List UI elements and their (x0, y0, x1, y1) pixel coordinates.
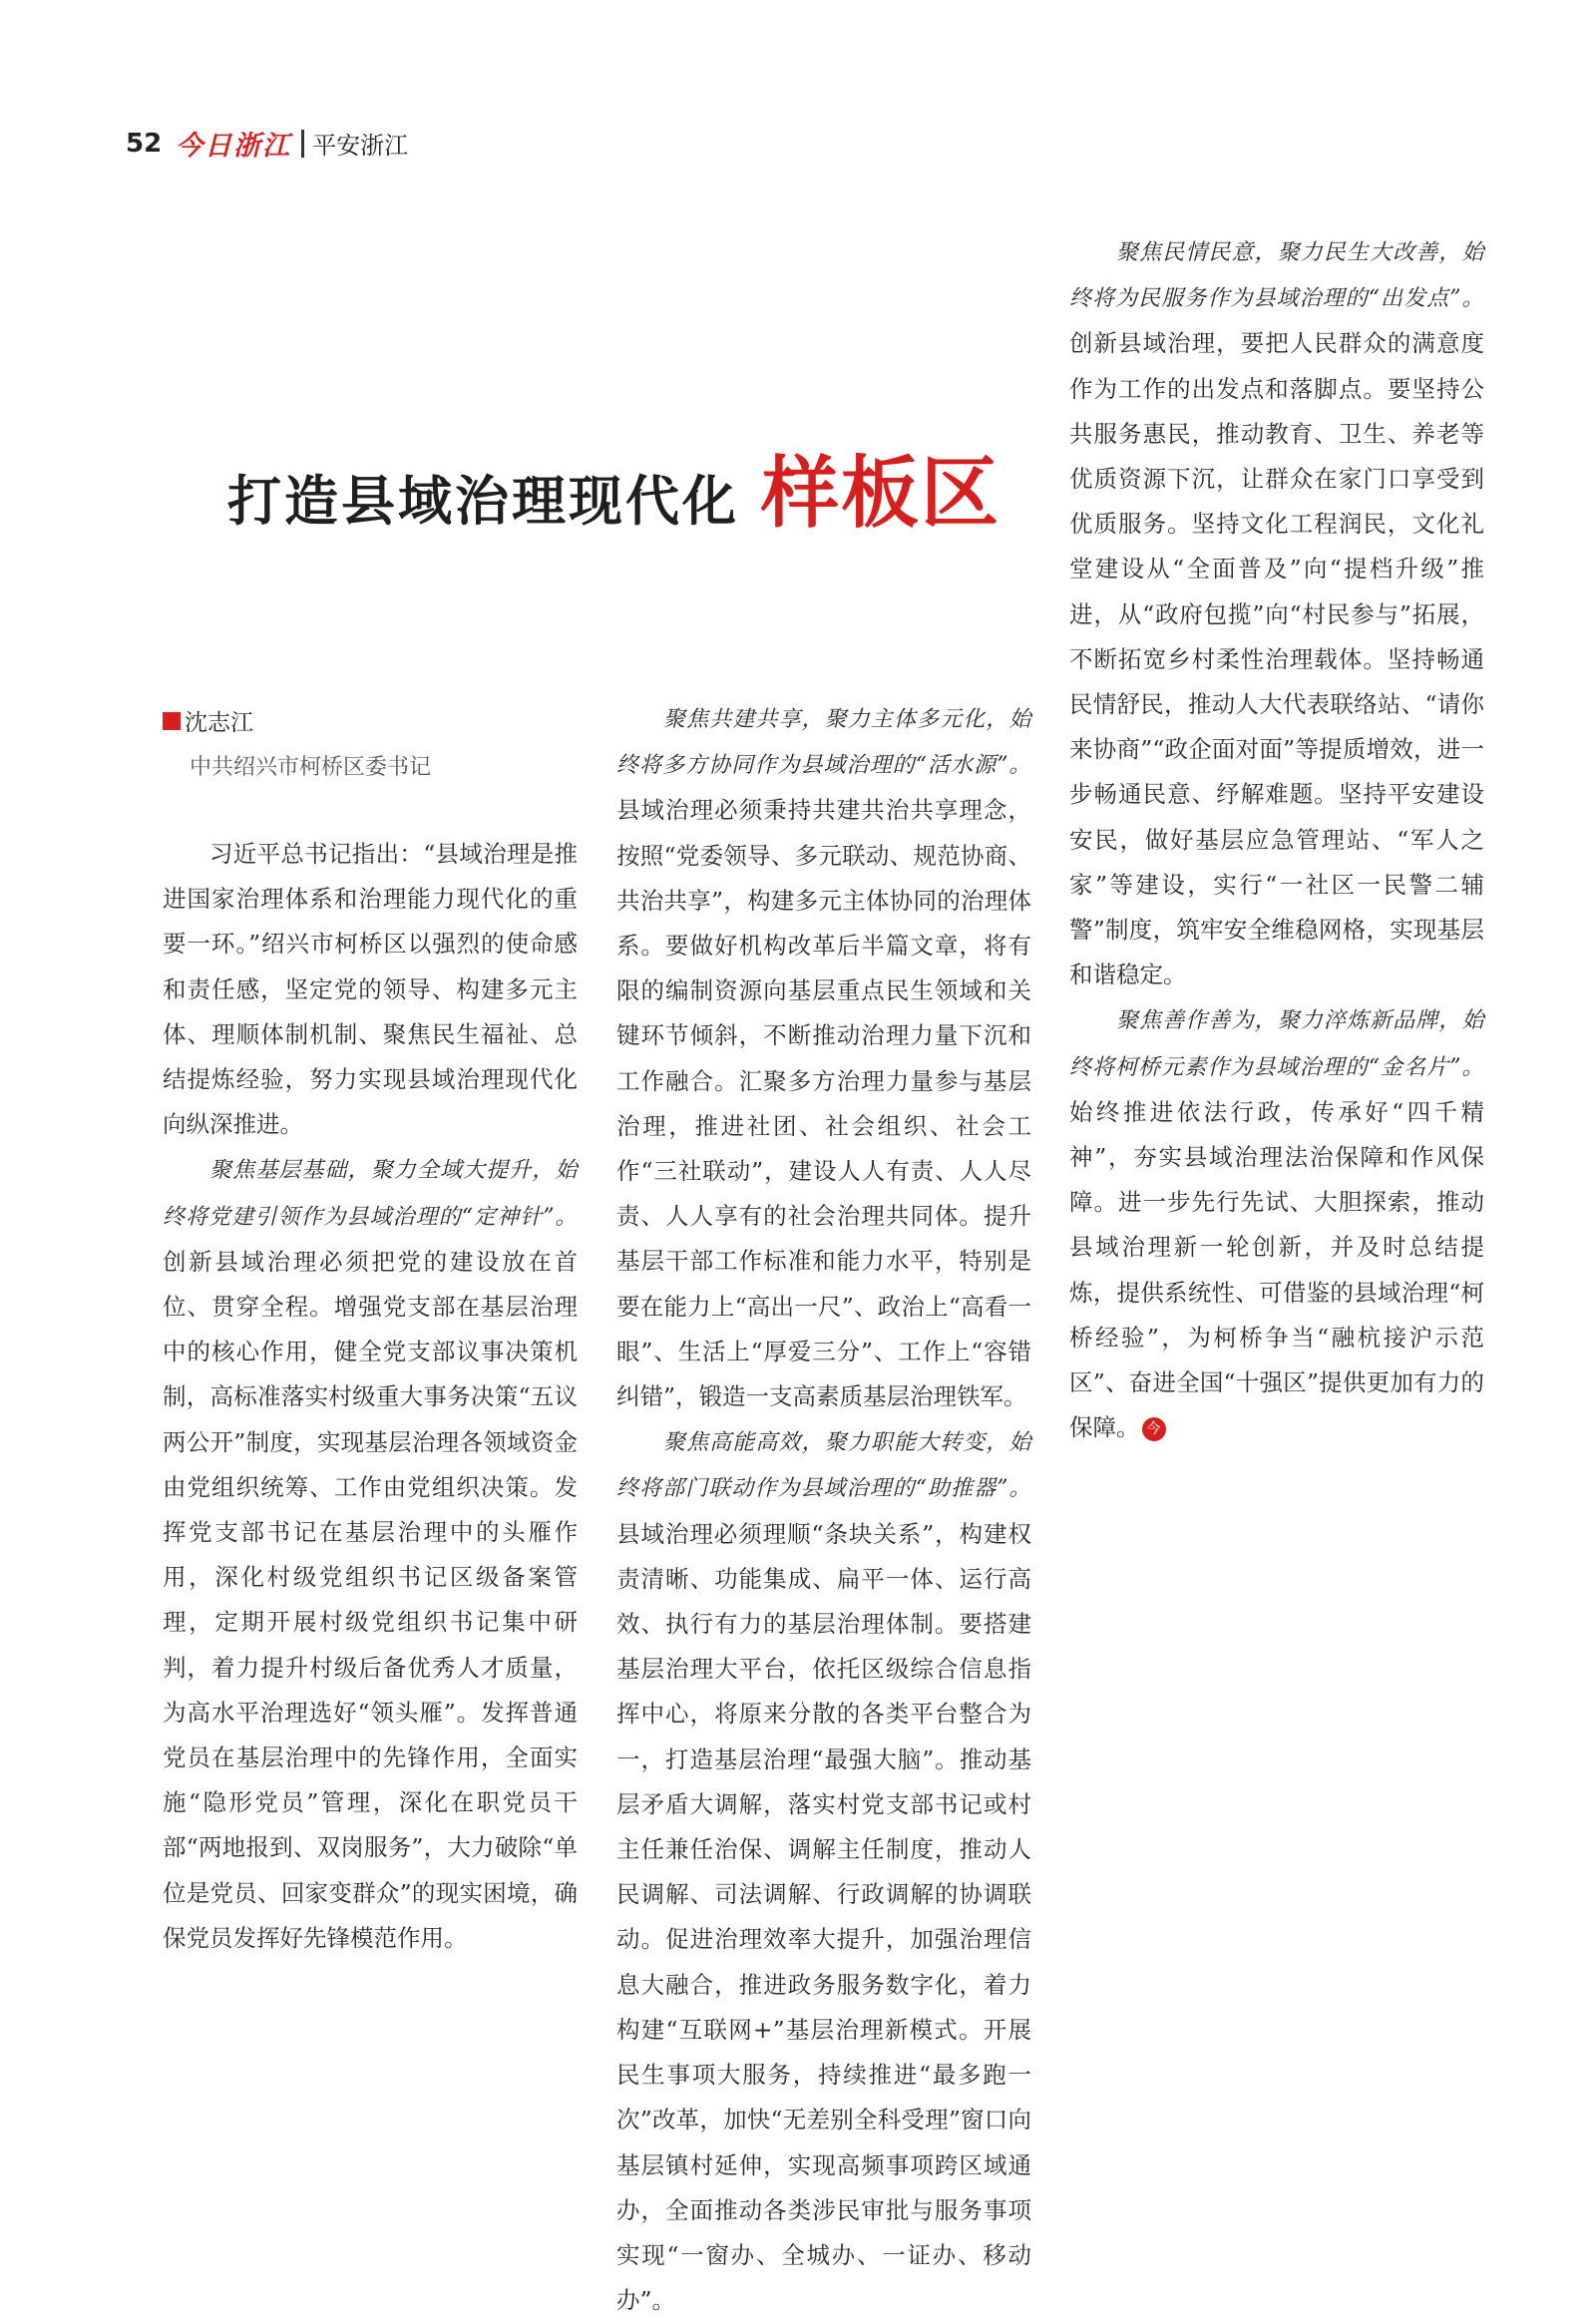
paragraph-body: 始终推进依法行政，传承好“四千精神”，夯实县域治理法治保障和作风保障。进一步先行先试、大胆探索，推动县域治理新一轮创新，并及时总结提炼，提供系统性、可借鉴的县域治理“柯桥经验”，为柯桥争当“融杭接沪示范区”、奋进全国“十强区”提供更加有力的保障。 (1069, 1097, 1484, 1442)
author-title: 中共绍兴市柯桥区委书记 (190, 755, 432, 780)
article-title-main: 打造县域治理现代化 (227, 469, 739, 533)
page-number: 52 (126, 128, 163, 159)
body-paragraph (1069, 229, 1484, 997)
author-marker (163, 712, 181, 730)
article-title (227, 431, 1000, 543)
paragraph-body: 创新县域治理，要把人民群众的满意度作为工作的出发点和落脚点。要坚持公共服务惠民，推动教育、卫生、养老等优质资源下沉，让群众在家门口享受到优质服务。坚持文化工程润民，文化礼堂建设从“全面普及”向“提档升级”推进，从“政府包揽”向“村民参与”拓展，不断拓宽乡村柔性治理载体。坚持畅通民情舒民，推动人大代表联络站、“请你来协商”“政企面对面”等提质增效，进一步畅通民意、纾解难题。坚持平安建设安民，做好基层应急管理站、“军人之家”等建设，实行“一社区一民警二辅警”制度，筑牢安全维稳网格，实现基层和谐稳定。 (1069, 329, 1484, 989)
paragraph-lead: 聚焦基层基础，聚力全域大提升，始终将党建引领作为县域治理的“定神针”。 (163, 1158, 578, 1230)
author-byline (163, 704, 253, 737)
article-column-3 (1069, 229, 1484, 1450)
paragraph-lead: 聚焦共建共享，聚力主体多元化，始终将多方协同作为县域治理的“活水源”。 (616, 707, 1031, 779)
paragraph-lead: 聚焦民情民意，聚力民生大改善，始终将为民服务作为县域治理的“出发点”。 (1069, 240, 1484, 312)
body-paragraph (616, 1419, 1031, 2323)
magazine-logo: 今日浙江 (176, 131, 292, 162)
end-mark-icon: 今 (1142, 1417, 1166, 1441)
article-title-accent: 样板区 (761, 449, 1001, 539)
paragraph-body: 县域治理必须秉持共建共治共享理念，按照“党委领导、多元联动、规范协商、共治共享”，构建多元主体协同的治理体系。要做好机构改革后半篇文章，将有限的编制资源向基层重点民生领域和关键环节倾斜，不断推动治理力量下沉和工作融合。汇聚多方治理力量参与基层治理，推进社团、社会组织、社会工作“三社联动”，建设人人有责、人人尽责、人人享有的社会治理共同体。提升基层干部工作标准和能力水平，特别是要在能力上“高出一尺”、政治上“高看一眼”、生活上“厚爱三分”、工作上“容错纠错”，锻造一支高素质基层治理铁军。 (616, 796, 1031, 1411)
article-column-1 (163, 832, 578, 1961)
paragraph-lead: 聚焦高能高效，聚力职能大转变，始终将部门联动作为县域治理的“助推器”。 (616, 1430, 1031, 1502)
paragraph-body: 创新县域治理必须把党的建设放在首位、贯穿全程。增强党支部在基层治理中的核心作用，健全党支部议事决策机制，高标准落实村级重大事务决策“五议两公开”制度，实现基层治理各领域资金由党组织统筹、工作由党组织决策。发挥党支部书记在基层治理中的头雁作用，深化村级党组织书记区级备案管理，定期开展村级党组织书记集中研判，着力提升村级后备优秀人才质量，为高水平治理选好“领头雁”。发挥普通党员在基层治理中的先锋作用，全面实施“隐形党员”管理，深化在职党员干部“两地报到、双岗服务”，大力破除“单位是党员、回家变群众”的现实困境，确保党员发挥好先锋模范作用。 (163, 1247, 578, 1952)
header-divider (301, 130, 304, 158)
page-header (126, 124, 408, 163)
body-paragraph (1069, 997, 1484, 1450)
paragraph-body: 县域治理必须理顺“条块关系”，构建权责清晰、功能集成、扁平一体、运行高效、执行有力的基层治理体制。要搭建基层治理大平台，依托区级综合信息指挥中心，将原来分散的各类平台整合为一，打造基层治理“最强大脑”。推动基层矛盾大调解，落实村党支部书记或村主任兼任治保、调解主任制度，推动人民调解、司法调解、行政调解的协调联动。促进治理效率大提升，加强治理信息大融合，推进政务服务数字化，着力构建“互联网+”基层治理新模式。开展民生事项大服务，持续推进“最多跑一次”改革，加快“无差别全科受理”窗口向基层镇村延伸，实现高频事项跨区域通办，全面推动各类涉民审批与服务事项实现“一窗办、全城办、一证办、移动办”。 (616, 1519, 1031, 2315)
body-paragraph (163, 1147, 578, 1961)
body-paragraph (616, 696, 1031, 1419)
section-name: 平安浙江 (312, 132, 409, 160)
author-name: 沈志江 (185, 710, 253, 736)
article-column-2 (616, 696, 1031, 2323)
intro-paragraph: 习近平总书记指出：“县域治理是推进国家治理体系和治理能力现代化的重要一环。”绍兴市柯桥区以强烈的使命感和责任感，坚定党的领导、构建多元主体、理顺体制机制、聚焦民生福祉、总结提炼经验，努力实现县域治理现代化向纵深推进。 (163, 840, 578, 1139)
paragraph-lead: 聚焦善作善为，聚力淬炼新品牌，始终将柯桥元素作为县域治理的“金名片”。 (1069, 1008, 1484, 1080)
